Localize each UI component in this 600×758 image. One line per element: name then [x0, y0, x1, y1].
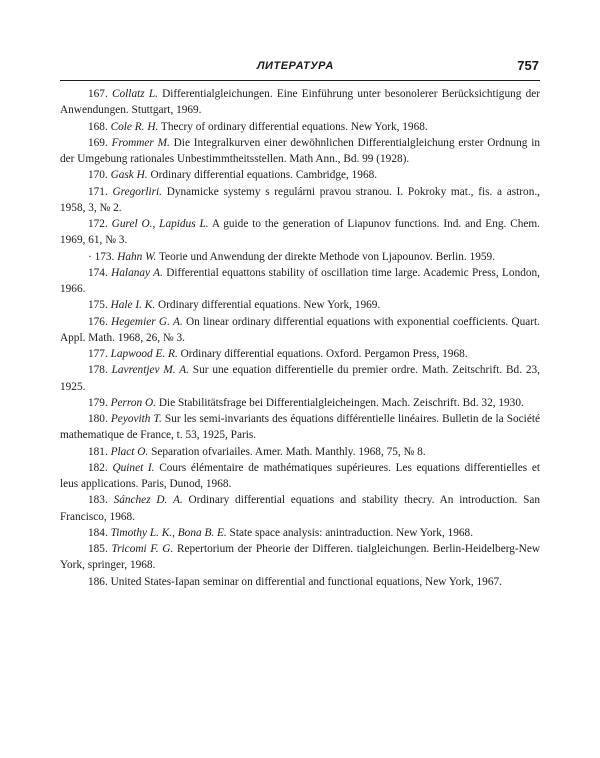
- reference-number: 171.: [88, 185, 108, 198]
- reference-number: 170.: [88, 169, 108, 182]
- reference-entry: [60, 86, 540, 119]
- reference-entry: [60, 184, 540, 217]
- reference-entry: [60, 249, 540, 265]
- reference-text: Differentialgleichungen. Eine Einführung unter besonolerer Berücksichtigung der Anwendungen. Stuttgart, 1969.: [60, 88, 541, 117]
- reference-number: 178.: [88, 364, 108, 377]
- reference-text: Sur une equation differentielle du premier ordre. Math. Zeitschrift. Bd. 23, 1925.: [60, 364, 540, 393]
- reference-text: Dynamicke systemy s regulárni pravou stranou. I. Pokroky mat., fis. a astron., 1958, 3, № 2.: [60, 185, 541, 214]
- page-number: 757: [517, 58, 539, 73]
- reference-entry: [60, 346, 540, 362]
- reference-text: State space analysis: anintraduction. New York, 1968.: [226, 526, 474, 539]
- reference-author: Plact O.: [110, 445, 149, 458]
- reference-entry: [60, 314, 540, 347]
- reference-author: Peyovith T.: [110, 413, 162, 425]
- reference-text: Ordinary differential equations. Oxford. Pergamon Press, 1968.: [177, 348, 468, 360]
- reference-entry: [60, 492, 540, 525]
- reference-author: Frommer M.: [111, 136, 170, 149]
- reference-number: 182.: [88, 461, 108, 474]
- reference-author: Timothy L. K., Bona B. E.: [110, 526, 227, 539]
- reference-text: Thecry of ordinary differential equations. New York, 1968.: [158, 120, 428, 133]
- reference-author: Tricomi F. G.: [111, 543, 174, 555]
- reference-entry: [60, 444, 540, 460]
- reference-text: Sur les semi-invariants des équations différentielle linéaires. Bulletin de la Société mathematique de France, t. 53, 1925, Paris.: [60, 413, 540, 442]
- reference-text: Separation ofvariailes. Amer. Math. Manthly. 1968, 75, № 8.: [148, 445, 426, 458]
- reference-text: Cours élémentaire de mathématiques supérieures. Les equations differentielles et leus applications. Paris, Dunod, 1968.: [60, 461, 540, 490]
- reference-number: 168.: [88, 120, 108, 133]
- reference-number: 186.: [88, 575, 108, 588]
- reference-number: 177.: [88, 348, 108, 360]
- reference-author: Collatz L.: [111, 88, 158, 100]
- reference-entry: [60, 265, 540, 298]
- reference-author: Gregorliri.: [112, 185, 162, 198]
- reference-text: Repertorium der Pheorie der Differen. tialgleichungen. Berlin-Heidelberg-New York, springer, 1968.: [60, 543, 541, 572]
- reference-number: 184.: [88, 526, 108, 539]
- reference-text: Die Stabilitätsfrage bei Differentialgleicheingen. Mach. Zeischrift. Bd. 32, 1930.: [156, 396, 524, 409]
- reference-entry: [60, 135, 540, 168]
- reference-entry: [60, 574, 540, 590]
- reference-author: Gask H.: [110, 169, 148, 182]
- reference-entry: [60, 167, 540, 183]
- reference-number: 174.: [88, 266, 108, 279]
- reference-text: On linear ordinary differential equations with exponential coefficients. Quart. Appl. Math. 1968, 26, № 3.: [60, 315, 540, 344]
- reference-author: Hegemier G. A.: [111, 315, 183, 328]
- reference-number: 185.: [88, 543, 108, 555]
- reference-author: Sánchez D. A.: [113, 494, 183, 507]
- reference-author: Quinet I.: [112, 461, 155, 474]
- running-title: ЛИТЕРАТУРА: [257, 60, 334, 72]
- reference-entry: [60, 395, 540, 411]
- reference-text: Die Integralkurven einer dewöhnlichen Differentialgleichung erster Ordnung in der Umgebung rationales Unbestimmtheitsstellen. Math Ann., Bd. 99 (1928).: [60, 136, 541, 165]
- reference-entry: [60, 460, 540, 493]
- reference-number: · 173.: [88, 250, 115, 263]
- reference-number: 175.: [88, 299, 108, 312]
- reference-entry: [60, 525, 540, 541]
- reference-author: Lavrentjev M. A.: [111, 364, 189, 377]
- reference-author: Hahn W.: [117, 250, 157, 263]
- reference-entry: [60, 216, 540, 249]
- reference-text: Ordinary differential equations. Cambridge, 1968.: [147, 169, 378, 182]
- reference-entry: [60, 411, 540, 444]
- reference-author: Gurel O., Lapidus L.: [111, 218, 209, 230]
- reference-text: Ordinary differential equations. New York, 1969.: [155, 299, 381, 312]
- reference-entry: [60, 119, 540, 135]
- reference-number: 172.: [88, 218, 108, 230]
- reference-list: [60, 86, 540, 590]
- reference-number: 180.: [88, 413, 108, 425]
- reference-author: Perron O.: [110, 396, 157, 409]
- reference-entry: [60, 362, 540, 395]
- reference-entry: [60, 297, 540, 313]
- reference-number: 167.: [88, 88, 108, 100]
- reference-number: 176.: [88, 315, 108, 328]
- reference-number: 183.: [88, 494, 108, 507]
- reference-text: Ordinary differential equations and stability thecry. An introduction. San Francisco, 1968.: [60, 494, 541, 523]
- reference-author: Lapwood E. R.: [110, 348, 178, 360]
- reference-entry: [60, 541, 540, 574]
- reference-author: Hale I. K.: [110, 299, 156, 312]
- reference-number: 181.: [88, 445, 108, 458]
- reference-author: Cole R. H.: [110, 120, 159, 133]
- reference-text: United States-Iapan seminar on differential and functional equations, New York, 1967.: [110, 575, 502, 588]
- reference-text: A guide to the generation of Liapunov functions. Ind. and Eng. Chem. 1969, 61, № 3.: [60, 218, 541, 247]
- reference-number: 179.: [88, 396, 108, 409]
- running-header: [60, 58, 540, 81]
- reference-number: 169.: [88, 136, 108, 149]
- reference-author: Halanay A.: [111, 266, 163, 279]
- reference-text: Teorie und Anwendung der direkte Methode von Ljapounov. Berlin. 1959.: [156, 250, 496, 263]
- reference-text: Differential equattons stability of oscillation time large. Academic Press, London, 1966.: [60, 266, 541, 295]
